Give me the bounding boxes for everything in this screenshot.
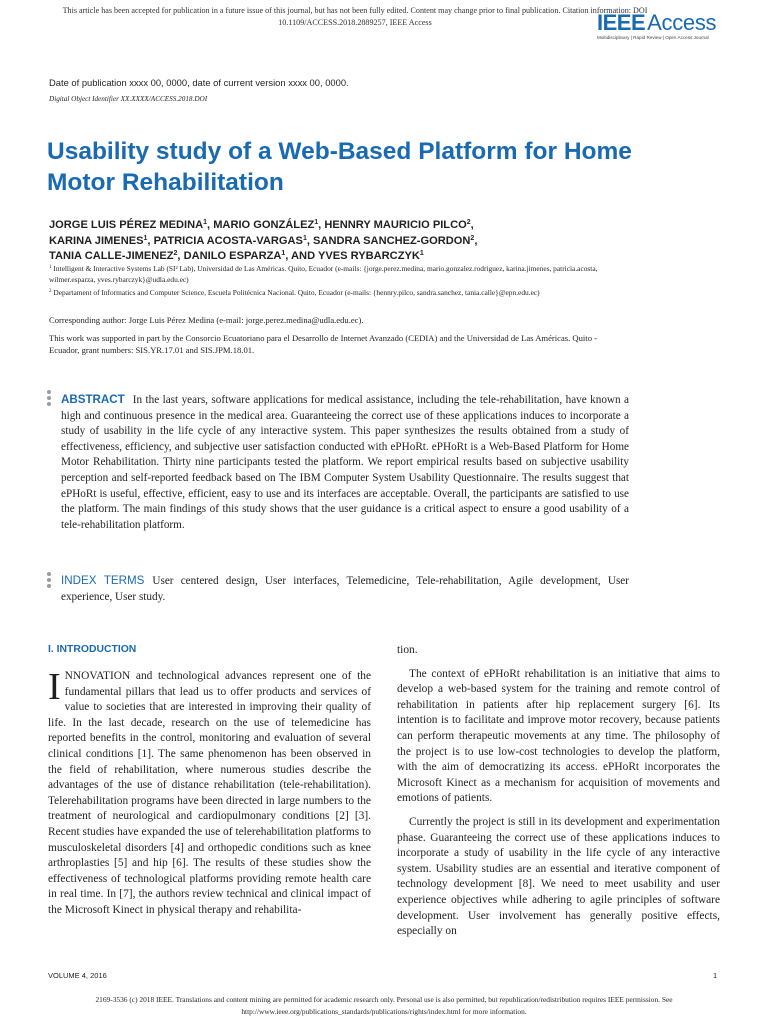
intro-paragraph-1-text: NNOVATION and technological advances represent one of the fundamental pillars that lead us to offer products and services of value to societies that are interested in improving their quality of life. In the last decade, research on the use of telemedicine has reported benefits in the control, monitoring and evaluation of several clinical conditions [1]. The same phenomenon has been observed in the field of rehabilitation, where numerous studies describe the advantages of the use of distance rehabilitation (tele-rehabilitation). Telerehabilitation programs have been directed in large numbers to the treatment of neurological and cardiopulmonary conditions [2] [3]. Recent studies have expanded the use of telerehabilitation platforms to musculoskeletal disorders [4] and orthopedic conditions such as knee arthroplasties [5] and hip [6]. The results of these studies show the effectiveness of technological platforms providing remote health care in real time. In [7], the authors review technical and clinical impact of the Microsoft Kinect in physical therapy and rehabilita-	[48, 670, 371, 916]
author: MARIO GONZÁLEZ$^1$,	[213, 219, 325, 231]
paper-title: Usability study of a Web-Based Platform for Home Motor Rehabilitation	[47, 138, 632, 196]
affiliation-text: Intelligent & Interactive Systems Lab (SI² Lab), Universidad de Las Américas. Quito, Ecuador (e-mails: {jorge.perez.medina, mario.gonzalez.rodriguez, karina.jimenes, patricia.acosta, wilmer.esparza, yves.rybarczyk}@udla.edu.ec)	[49, 264, 598, 284]
author: AND YVES RYBARCZYK$^1$	[291, 250, 424, 263]
continued-word: tion.	[397, 644, 418, 656]
notice-line-1: This article has been accepted for publication in a future issue of this journal, but has not been fully edited. Content may change prior to final publication. Citation information: DOI	[62, 6, 648, 15]
intro-paragraph-3: Currently the project is still in its development and experimentation phase. Guaranteeing the correct use of these applications induces to incorporate a study of usability in the life cycle of any interactive system. Usability studies are an essential and iterative component of technology development [8]. We need to meet usability and user experience objectives while adhering to agile principles of software development. User involvement has generally positive effects, especially on	[397, 815, 720, 938]
author: HENNRY MAURICIO PILCO$^2$,	[324, 219, 474, 231]
prepublication-notice	[60, 5, 650, 29]
page-number: 1	[713, 971, 718, 980]
affiliation-text: Departament of Informatics and Computer Science, Escuela Politécnica Nacional. Quito, Ecuador (e-mails: {hennry.pilco, sandra.sanchez, tania.calle}@epn.edu.ec)	[53, 288, 540, 297]
affiliation-number: 2	[49, 289, 52, 294]
publication-date: Date of publication xxxx 00, 0000, date of current version xxxx 00, 0000.	[49, 77, 349, 88]
doi-line: Digital Object Identifier XX.XXXX/ACCESS.2018.DOI	[49, 95, 208, 103]
abstract	[61, 392, 629, 533]
index-terms	[61, 573, 629, 605]
logo-wordmark	[597, 12, 715, 34]
author: SANDRA SANCHEZ-GORDON$^2$,	[313, 234, 478, 247]
index-terms-marker-dots	[47, 572, 52, 590]
copyright-notice	[20, 994, 748, 1017]
logo-access: Access	[647, 10, 717, 35]
funding-note: This work was supported in part by the Consorcio Ecuatoriano para el Desarrollo de Internet Avanzado (CEDIA) and the Universidad de Las Américas. Quito - Ecuador, grant numbers: SIS.YR.17.01 and SIS.JPM.18.01.	[49, 333, 598, 355]
author: DANILO ESPARZA$^1$,	[183, 250, 292, 263]
abstract-label: ABSTRACT	[61, 393, 125, 406]
author-list	[49, 218, 689, 265]
author: PATRICIA ACOSTA-VARGAS$^1$,	[153, 234, 314, 247]
affiliation-1	[49, 264, 609, 285]
drop-cap: I	[48, 666, 61, 708]
abstract-marker-dots	[47, 390, 52, 408]
copyright-line-1: 2169-3536 (c) 2018 IEEE. Translations and content mining are permitted for academic research only. Personal use is also permitted, but republication/redistribution requires IEEE permission. See	[95, 995, 673, 1004]
ieee-access-logo	[597, 12, 715, 40]
logo-tagline: Multidisciplinary | Rapid Review | Open Access Journal	[597, 35, 709, 40]
copyright-line-2: http://www.ieee.org/publications_standards/publications/rights/index.html for more information.	[241, 1006, 527, 1016]
section-heading: I. INTRODUCTION	[48, 644, 137, 655]
author: JORGE LUIS PÉREZ MEDINA$^1$,	[49, 219, 214, 231]
index-terms-text: User centered design, User interfaces, Telemedicine, Tele-rehabilitation, Agile development, User experience, User study.	[61, 575, 629, 603]
abstract-text: In the last years, software applications for medical assistance, including the tele-rehabilitation, have known a high and continuous presence in the medical area. Guaranteeing the correct use of these applications induces to incorporate a study of usability in the life cycle of any interactive system. This paper synthesizes the results obtained from a study of effectiveness, efficiency, and subjective user satisfaction conducted with ePHoRt. ePHoRt is a Web-Based Platform for Home Motor Rehabilitation. Thirty nine participants tested the platform. We report empirical results based on subjective usability perception and self-reported feedback based on The IBM Computer System Usability Questionnaire. The results suggest that ePHoRt is useful, effective, efficient, easy to use and its interfaces are acceptable. Overall, the participants are satisfied to use the platform. The main findings of this study shows that the user guidance is a critical aspect to ensure a good usability of a tele-rehabilitation platform.	[61, 394, 629, 531]
logo-ieee: IEEE	[597, 10, 646, 35]
corresponding-author: Corresponding author: Jorge Luis Pérez Medina (e-mail: jorge.perez.medina@udla.edu.ec).	[49, 315, 364, 325]
author: TANIA CALLE-JIMENEZ$^2$,	[49, 250, 184, 263]
index-terms-label: INDEX TERMS	[61, 574, 145, 587]
affiliation-number: 1	[49, 265, 52, 270]
author: KARINA JIMENES$^1$,	[49, 234, 154, 247]
intro-paragraph-1	[48, 666, 371, 919]
body-column-right	[397, 643, 720, 948]
intro-paragraph-2: The context of ePHoRt rehabilitation is an initiative that aims to develop a web-based system for the training and remote control of rehabilitation in patients after hip replacement surgery [6]. Its intention is to facilitate and improve motor recovery, because patients can perform therapeutic movements at any time. The philosophy of the project is to use low-cost technologies to develop the platform, with the aim of democratizing its access. ePHoRt incorporates the Microsoft Kinect as a mechanism for acquisition of movements and emotions of patients.	[397, 667, 720, 805]
volume-label: VOLUME 4, 2016	[48, 971, 107, 980]
body-column-left	[48, 643, 371, 927]
notice-line-2: 10.1109/ACCESS.2018.2889257, IEEE Access	[278, 18, 432, 27]
affiliation-2	[49, 288, 609, 299]
